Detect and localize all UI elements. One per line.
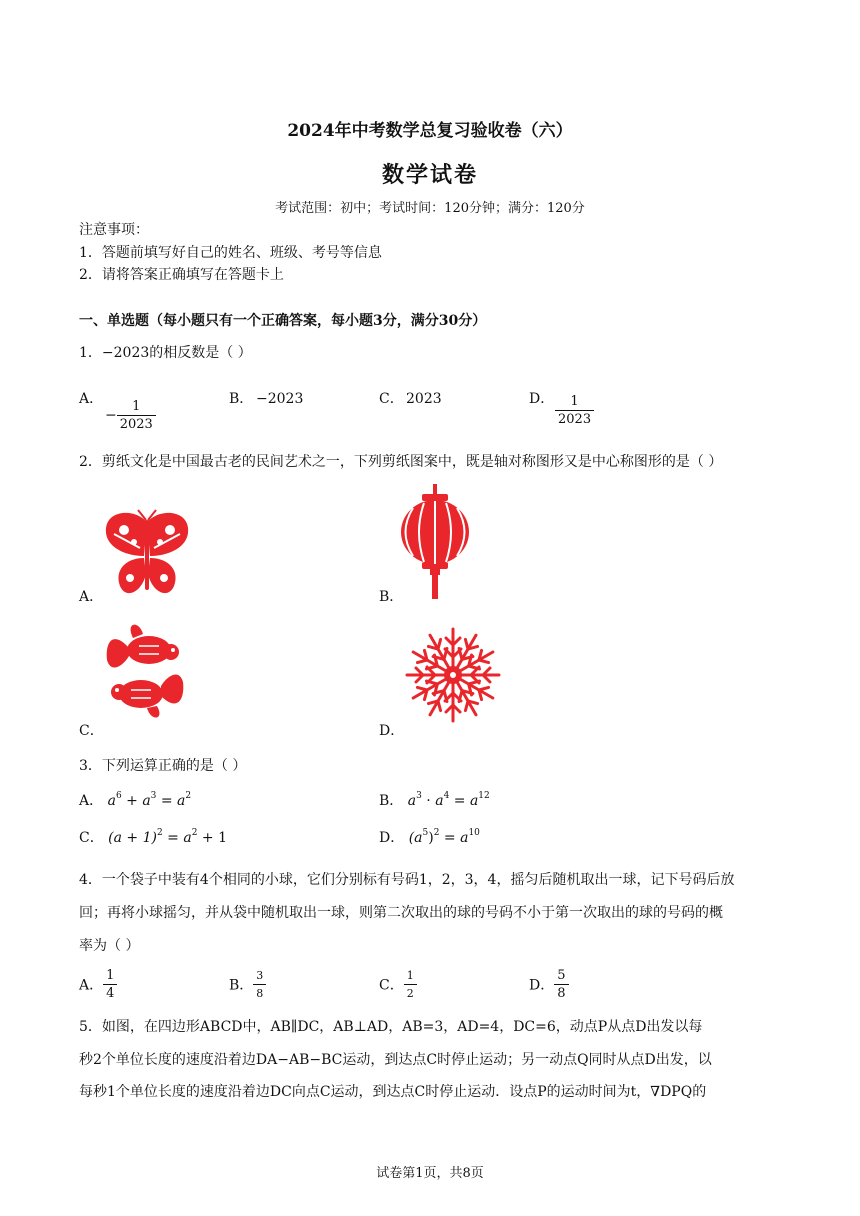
- q2-option-c-label: C．: [79, 723, 104, 739]
- expression: (a: [408, 830, 423, 846]
- operator: +: [121, 793, 143, 809]
- option-label: D．: [379, 830, 405, 846]
- q1-option-c-value: 2023: [406, 391, 442, 407]
- q1-option-b-label: B．: [229, 391, 254, 407]
- question-4-line-1: 4．一个袋子中装有4个相同的小球，它们分别标有号码1，2，3，4，摇匀后随机取出一球，记下号码后放: [79, 872, 735, 888]
- fraction-numerator: 5: [554, 967, 568, 985]
- variable: a: [183, 830, 192, 846]
- fraction-denominator: 2023: [558, 412, 592, 427]
- snowflake-papercut-icon: [404, 626, 502, 724]
- expression: (a + 1): [108, 830, 157, 846]
- notes-heading: 注意事项：: [79, 222, 149, 238]
- fraction-numerator: 1: [117, 398, 156, 416]
- fraction-denominator: 8: [557, 986, 566, 1001]
- fraction: [253, 967, 266, 1002]
- exponent: 4: [443, 791, 450, 801]
- exponent: 2: [156, 828, 163, 838]
- option-label: A．: [79, 793, 104, 809]
- fraction-denominator: 2: [406, 987, 414, 1000]
- question-1-stem: [79, 342, 252, 362]
- expression-tail: + 1: [197, 830, 227, 846]
- q3-option-c: [79, 827, 227, 847]
- exponent: 3: [150, 791, 157, 801]
- question-5-line-3: 每秒1个单位长度的速度沿着边DC向点C运动，到达点C时停止运动．设点P的运动时间为t，∇DPQ的: [79, 1084, 707, 1100]
- fraction: [404, 967, 417, 1002]
- exponent: 5: [422, 828, 429, 838]
- q1-option-c-label: C．: [379, 391, 404, 407]
- question-2-stem: 2．剪纸文化是中国最古老的民间艺术之一，下列剪纸图案中，既是轴对称图形又是中心称图形的是（ ）: [79, 454, 723, 470]
- exponent: 2: [185, 791, 192, 801]
- equals: =: [156, 793, 178, 809]
- exponent: 10: [468, 828, 480, 838]
- page-footer: 试卷第1页，共8页: [376, 1166, 484, 1181]
- variable: a: [142, 793, 151, 809]
- variable: a: [107, 793, 116, 809]
- variable: a: [469, 793, 479, 809]
- q3-option-a: [79, 790, 191, 810]
- fraction: [117, 398, 156, 433]
- q4-option-b: [229, 967, 266, 1002]
- fraction-numerator: 1: [103, 967, 117, 985]
- fraction-numerator: 1: [555, 393, 594, 411]
- butterfly-papercut-icon: [104, 508, 190, 600]
- equals: =: [449, 793, 470, 809]
- option-label: D．: [529, 977, 555, 994]
- option-label: C．: [79, 830, 104, 846]
- option-label: B．: [379, 793, 404, 809]
- goldfish-papercut-icon: [103, 620, 187, 722]
- question-4-line-2: 回；再将小球摇匀，并从袋中随机取出一球，则第二次取出的球的号码不小于第一次取出的球的号码的概: [79, 905, 723, 921]
- q2-option-a-label: A．: [79, 589, 104, 605]
- q2-option-d-label: D．: [379, 723, 405, 739]
- question-4-line-3: 率为（ ）: [79, 938, 140, 954]
- question-3-stem: 3．下列运算正确的是（ ）: [79, 758, 247, 774]
- exponent: 6: [115, 791, 122, 801]
- exponent: 3: [416, 791, 422, 801]
- fraction-denominator: 8: [256, 987, 264, 1000]
- paper-subtitle: 数学试卷: [381, 162, 478, 188]
- math-expression: −2023: [101, 345, 150, 361]
- option-label: A．: [79, 977, 104, 994]
- variable: a: [460, 830, 469, 846]
- variable: a: [407, 793, 417, 809]
- exponent: 2: [191, 828, 198, 838]
- note-item-2: 2．请将答案正确填写在答题卡上: [79, 267, 284, 283]
- paren: ): [428, 830, 434, 846]
- note-item-1: 1．答题前填写好自己的姓名、班级、考号等信息: [79, 245, 382, 261]
- exam-info: 考试范围：初中；考试时间：120分钟；满分：120分: [275, 201, 585, 216]
- exponent: 12: [478, 791, 490, 801]
- q1-option-d-label: D．: [529, 391, 555, 407]
- section-title: 一、单选题（每小题只有一个正确答案，每小题3分，满分30分）: [79, 313, 487, 329]
- q1-option-a-value: [105, 398, 156, 433]
- lantern-papercut-icon: [400, 484, 470, 600]
- fraction-denominator: 2023: [119, 417, 153, 432]
- q4-option-d: [529, 967, 569, 1002]
- question-text: 的相反数是（ ）: [149, 345, 252, 361]
- exponent: 2: [433, 828, 440, 838]
- minus-sign: −: [105, 407, 117, 424]
- q3-option-b: [379, 790, 490, 810]
- fraction-numerator: 3: [253, 967, 266, 985]
- q3-option-d: [379, 827, 480, 847]
- operator: ·: [421, 793, 436, 809]
- option-label: C．: [379, 977, 404, 994]
- question-5-line-1: 5．如图，在四边形ABCD中，AB∥DC，AB⊥AD，AB=3，AD=4，DC=6，动点P从点D出发以每: [79, 1019, 703, 1035]
- q1-option-a-label: A．: [79, 391, 104, 407]
- equals: =: [439, 830, 461, 846]
- option-label: B．: [229, 977, 254, 994]
- question-5-line-2: 秒2个单位长度的速度沿着边DA−AB−BC运动，到达点C时停止运动；另一动点Q同时从点D出发，以: [79, 1052, 712, 1068]
- q1-option-d-value: [555, 393, 594, 428]
- q2-option-b-label: B．: [379, 589, 404, 605]
- variable: a: [177, 793, 186, 809]
- equals: =: [162, 830, 184, 846]
- question-number: 1．: [79, 345, 102, 361]
- variable: a: [435, 793, 444, 809]
- fraction-numerator: 1: [404, 967, 417, 985]
- fraction-denominator: 4: [106, 986, 115, 1001]
- q4-option-a: [79, 967, 117, 1002]
- fraction: [103, 967, 117, 1002]
- fraction: [555, 393, 594, 428]
- q4-option-c: [379, 967, 417, 1002]
- exam-title: 2024年中考数学总复习验收卷（六）: [287, 121, 573, 141]
- q1-option-b-value: −2023: [256, 391, 304, 407]
- fraction: [554, 967, 568, 1002]
